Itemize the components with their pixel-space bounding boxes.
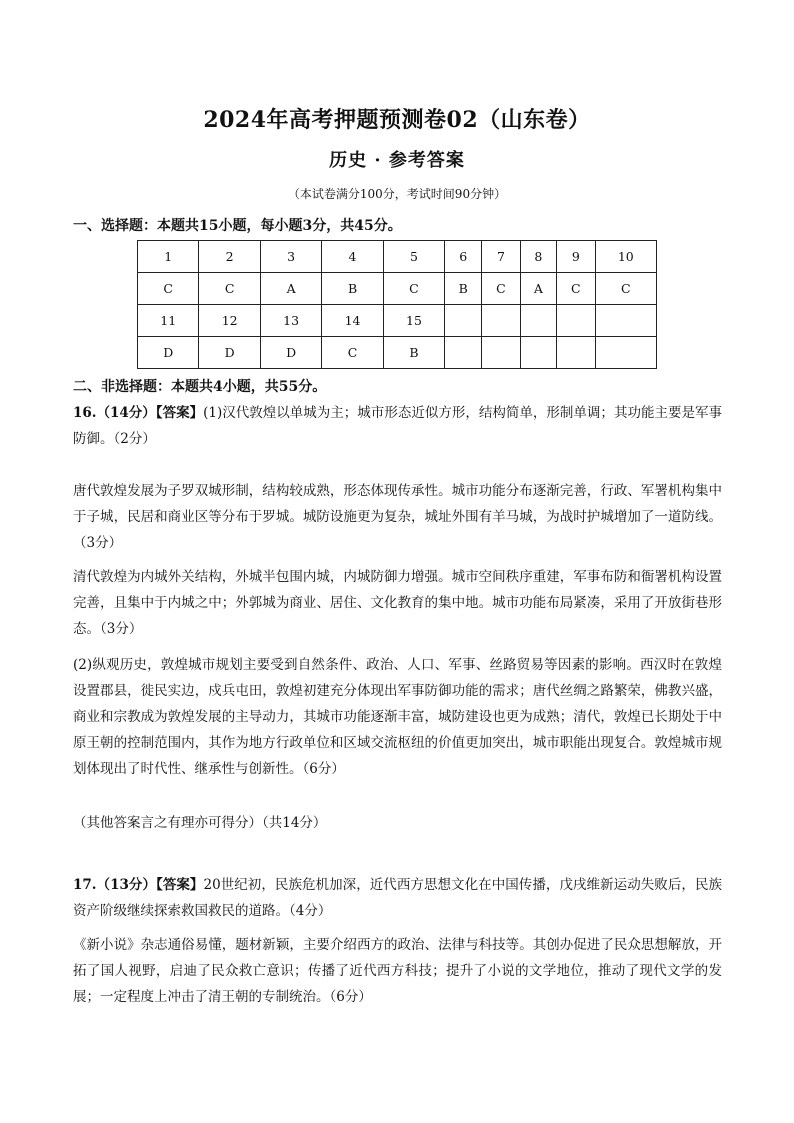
answer-table-cell [482,305,520,337]
answer-table-cell: 15 [383,305,444,337]
answer-table-cell [557,305,595,337]
answer-table-cell: C [482,273,520,305]
answer-table-cell: 2 [199,241,260,273]
q16-paragraph-2: 唐代敦煌发展为子罗双城形制，结构较成熟，形态体现传承性。城市功能分布逐渐完善，行政、军署机构集中于子城，民居和商业区等分布于罗城。城防设施更为复杂，城址外围有羊马城，为战时护城增加了一道防线。（3分） [73,483,722,551]
answer-table-row [138,273,657,305]
answer-table-row [138,241,657,273]
answer-table-cell [482,337,520,369]
answer-table-cell: 5 [383,241,444,273]
answer-table-cell: C [138,273,199,305]
answer-table [137,240,657,369]
q16-part1: (1)汉代敦煌以单城为主；城市形态近似方形，结构简单，形制单调；其功能主要是军事防御。（2分） [73,405,722,447]
answer-table-cell: A [520,273,556,305]
answer-table-cell: B [445,273,482,305]
answer-table-cell [445,337,482,369]
section-2-heading: 二、非选择题：本题共4小题，共55分。 [73,379,327,395]
answer-table-cell: D [260,337,321,369]
answer-table-cell: 7 [482,241,520,273]
q16-paragraph-4: (2)纵观历史，敦煌城市规划主要受到自然条件、政治、人口、军事、丝路贸易等因素的影响。西汉时在敦煌设置郡县，徙民实边，戍兵屯田，敦煌初建充分体现出军事防御功能的需求；唐代丝绸之路繁荣，佛教兴盛，商业和宗教成为敦煌发展的主导动力，其城市功能逐渐丰富，城防建设也更为成熟；清代，敦煌已长期处于中原王朝的控制范围内，其作为地方行政单位和区域交流枢纽的价值更加突出，城市职能出现复合。敦煌城市规划体现出了时代性、继承性与创新性。（6分） [73,657,722,777]
q17-label: 17.（13分）【答案】 [73,877,204,893]
answer-table-cell: 13 [260,305,321,337]
answer-table-cell: D [138,337,199,369]
answer-table-cell: 9 [557,241,595,273]
answer-table-cell: 10 [595,241,656,273]
q17-paragraph-2: 《新小说》杂志通俗易懂，题材新颖，主要介绍西方的政治、法律与科技等。其创办促进了民众思想解放，开拓了国人视野，启迪了民众救亡意识；传播了近代西方科技；提升了小说的文学地位，推动了现代文学的发展；一定程度上冲击了清王朝的专制统治。（6分） [73,937,722,1005]
answer-table-cell: 4 [322,241,383,273]
answer-table-cell: 3 [260,241,321,273]
answer-table-cell: C [383,273,444,305]
answer-table-cell: B [322,273,383,305]
answer-table-cell: 8 [520,241,556,273]
answer-table-cell: C [595,273,656,305]
answer-table-cell: 11 [138,305,199,337]
answer-table-cell: 12 [199,305,260,337]
q16-scoring-note: （其他答案言之有理亦可得分）（共14分） [73,815,327,831]
answer-table-cell: 1 [138,241,199,273]
q17-paragraph-1 [73,872,722,924]
answer-table-cell [520,305,556,337]
exam-note: （本试卷满分100分，考试时间90分钟） [287,187,507,201]
q16-paragraph-1 [73,400,722,452]
answer-table-cell: B [383,337,444,369]
answer-table-cell: A [260,273,321,305]
q17-part1: 20世纪初，民族危机加深，近代西方思想文化在中国传播，戊戌维新运动失败后，民族资产阶级继续探索救国救民的道路。（4分） [73,877,722,919]
page-title: 2024年高考押题预测卷02（山东卷） [203,107,591,133]
answer-table-cell: 14 [322,305,383,337]
answer-table-cell: C [557,273,595,305]
answer-table-cell: 6 [445,241,482,273]
q16-paragraph-3: 清代敦煌为内城外关结构，外城半包围内城，内城防御力增强。城市空间秩序重建，军事布防和衙署机构设置完善，且集中于内城之中；外郭城为商业、居住、文化教育的集中地。城市功能布局紧凑，采用了开放街巷形态。（3分） [73,569,722,637]
answer-table-cell [445,305,482,337]
answer-table-cell [595,337,656,369]
section-1-heading: 一、选择题：本题共15小题，每小题3分，共45分。 [73,218,402,234]
q16-label: 16.（14分）【答案】 [73,405,204,421]
answer-table-cell: D [199,337,260,369]
page-subtitle: 历史 · 参考答案 [329,150,465,171]
answer-table-cell [557,337,595,369]
answer-table-cell: C [322,337,383,369]
answer-table-row [138,337,657,369]
answer-table-row [138,305,657,337]
answer-table-cell: C [199,273,260,305]
answer-table-cell [595,305,656,337]
answer-table-cell [520,337,556,369]
